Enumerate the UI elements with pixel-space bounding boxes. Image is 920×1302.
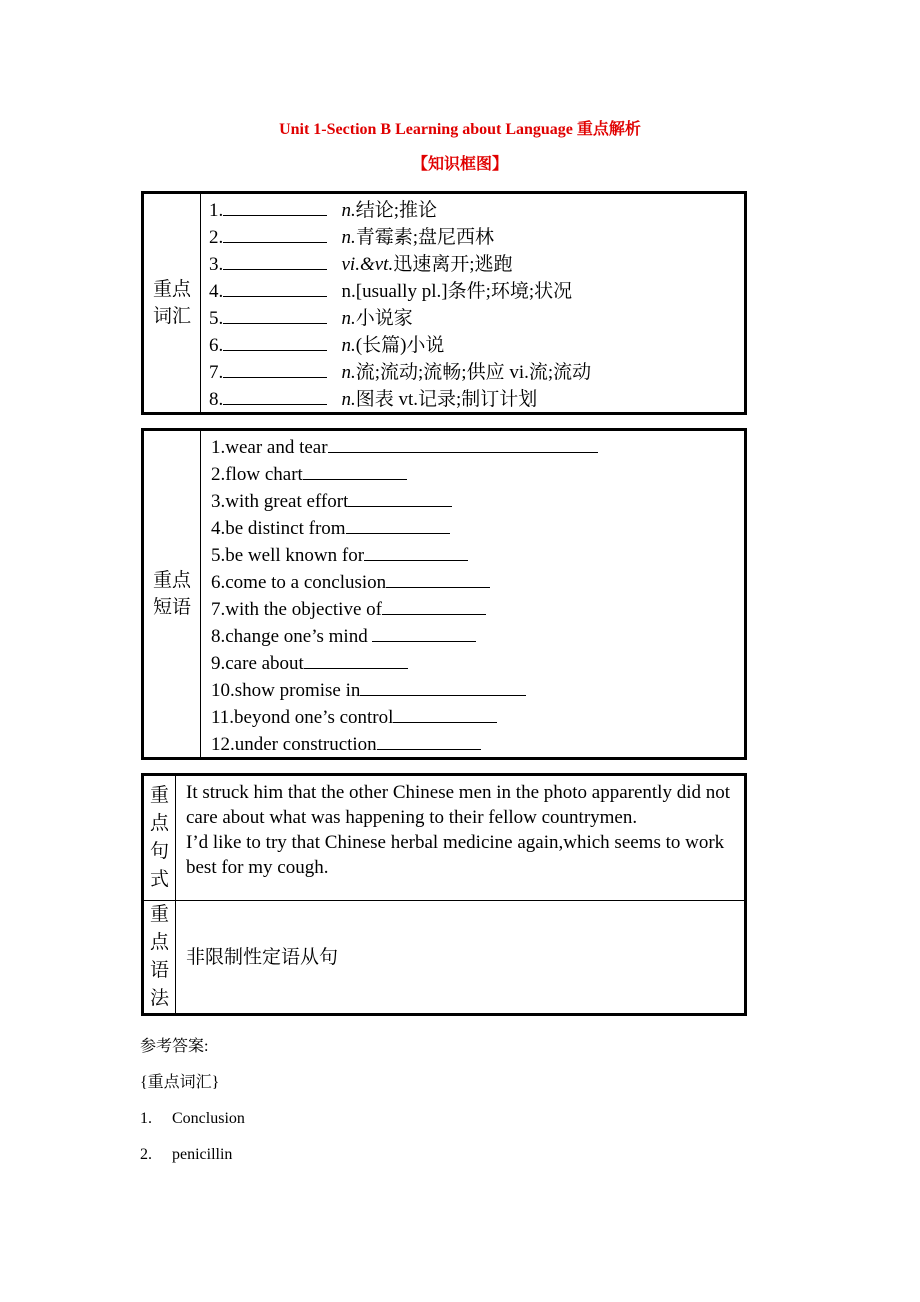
- phrase-text: 6.come to a conclusion: [211, 572, 387, 593]
- phrase-text: 4.be distinct from: [211, 518, 346, 539]
- phrase-line: [211, 595, 744, 622]
- answers-section: {重点词汇}: [140, 1074, 220, 1091]
- vocab-num: 5.: [209, 308, 224, 329]
- answer-blank[interactable]: [372, 622, 476, 642]
- part-of-speech: vi.&vt.: [341, 254, 394, 275]
- phrase-text: 3.with great effort: [211, 491, 349, 512]
- vocab-num: 8.: [209, 389, 224, 410]
- answer-blank[interactable]: [223, 250, 327, 270]
- part-of-speech: n.[usually pl.]: [341, 281, 448, 302]
- vocab-line: [209, 250, 744, 277]
- key-sentence: I’d like to try that Chinese herbal medicine again,which seems to work best for my cough.: [186, 832, 725, 878]
- answer-blank[interactable]: [348, 487, 452, 507]
- sentence-grammar-table: [141, 773, 747, 1016]
- vocab-num: 4.: [209, 281, 224, 302]
- answer-blank[interactable]: [223, 358, 327, 378]
- phrases-label-text: 重点短语: [152, 570, 191, 618]
- phrase-text: 11.beyond one’s control: [211, 707, 394, 728]
- vocab-line: [209, 304, 744, 331]
- answer-blank[interactable]: [223, 304, 327, 324]
- answer-blank[interactable]: [223, 223, 327, 243]
- phrases-table: [141, 428, 747, 760]
- grammar-label: [143, 901, 176, 1015]
- vocab-meaning: 迅速离开;逃跑: [393, 254, 513, 275]
- phrase-line: [211, 676, 744, 703]
- vocab-meaning: 青霉素;盘尼西林: [355, 227, 495, 248]
- vocab-label-text: 重点词汇: [152, 279, 191, 327]
- phrase-line: [211, 622, 744, 649]
- vocab-line: [209, 196, 744, 223]
- phrase-line: [211, 514, 744, 541]
- vocab-line: [209, 223, 744, 250]
- vocab-table: [141, 191, 747, 415]
- phrases-lines: [201, 430, 746, 759]
- answer-blank[interactable]: [377, 730, 481, 750]
- grammar-label-char: 语: [149, 960, 169, 981]
- phrase-text: 2.flow chart: [211, 464, 303, 485]
- part-of-speech: n.: [341, 362, 356, 383]
- answer-blank[interactable]: [223, 277, 327, 297]
- answers-heading: 参考答案:: [140, 1038, 209, 1055]
- vocab-num: 7.: [209, 362, 224, 383]
- phrase-line: [211, 433, 744, 460]
- phrase-line: [211, 649, 744, 676]
- answer-blank[interactable]: [382, 595, 486, 615]
- answer-blank[interactable]: [303, 460, 407, 480]
- phrase-text: 1.wear and tear: [211, 437, 328, 458]
- phrase-line: [211, 730, 744, 757]
- phrase-text: 7.with the objective of: [211, 599, 382, 620]
- phrase-text: 10.show promise in: [211, 680, 361, 701]
- vocab-lines: [201, 193, 746, 414]
- phrase-line: [211, 487, 744, 514]
- vocab-label: [143, 193, 201, 414]
- grammar-label-char: 点: [149, 932, 169, 953]
- answer-word: Conclusion: [172, 1110, 245, 1127]
- phrases-label: [143, 430, 201, 759]
- vocab-line: [209, 277, 744, 304]
- vocab-line: [209, 331, 744, 358]
- vocab-meaning: 小说家: [355, 308, 413, 329]
- vocab-meaning: (长篇)小说: [355, 335, 445, 356]
- answer-blank[interactable]: [223, 331, 327, 351]
- part-of-speech: n.: [341, 227, 356, 248]
- answer-blank[interactable]: [364, 541, 468, 561]
- answer-blank[interactable]: [386, 568, 490, 588]
- grammar-label-char: 法: [149, 988, 169, 1009]
- phrase-line: [211, 541, 744, 568]
- answer-blank[interactable]: [328, 433, 598, 453]
- answer-item: [140, 1108, 245, 1130]
- answer-num: 1.: [140, 1110, 152, 1127]
- vocab-meaning: 图表 vt.记录;制订计划: [355, 389, 538, 410]
- phrase-text: 8.change one’s mind: [211, 626, 373, 647]
- vocab-line: [209, 385, 744, 412]
- vocab-num: 2.: [209, 227, 224, 248]
- phrase-text: 9.care about: [211, 653, 304, 674]
- key-sentence: It struck him that the other Chinese men in the photo apparently did not care about what was happening to their fellow countrymen.: [186, 782, 731, 828]
- answer-blank[interactable]: [304, 649, 408, 669]
- vocab-meaning: 流;流动;流畅;供应 vi.流;流动: [355, 362, 592, 383]
- sentences-content: [176, 775, 746, 901]
- answer-blank[interactable]: [223, 196, 327, 216]
- part-of-speech: n.: [341, 200, 356, 221]
- answer-num: 2.: [140, 1146, 152, 1163]
- grammar-text: 非限制性定语从句: [186, 946, 339, 968]
- answer-item: [140, 1144, 232, 1166]
- phrase-text: 5.be well known for: [211, 545, 365, 566]
- grammar-label-char: 重: [149, 904, 169, 925]
- page-title: Unit 1-Section B Learning about Language 重点解析: [279, 121, 641, 138]
- sentences-label-char: 重: [149, 785, 169, 806]
- part-of-speech: n.: [341, 389, 356, 410]
- answer-blank[interactable]: [346, 514, 450, 534]
- phrase-text: 12.under construction: [211, 734, 377, 755]
- knowledge-diagram-heading: 【知识框图】: [411, 156, 508, 173]
- vocab-num: 1.: [209, 200, 224, 221]
- sentences-label: [143, 775, 176, 901]
- vocab-num: 3.: [209, 254, 224, 275]
- answer-blank[interactable]: [393, 703, 497, 723]
- answer-blank[interactable]: [360, 676, 526, 696]
- phrase-line: [211, 703, 744, 730]
- part-of-speech: n.: [341, 308, 356, 329]
- grammar-content: [176, 901, 746, 1015]
- phrase-line: [211, 568, 744, 595]
- vocab-meaning: 结论;推论: [355, 200, 438, 221]
- part-of-speech: n.: [341, 335, 356, 356]
- phrase-line: [211, 460, 744, 487]
- answer-blank[interactable]: [223, 385, 327, 405]
- sentences-label-char: 点: [149, 813, 169, 834]
- vocab-line: [209, 358, 744, 385]
- sentences-label-char: 式: [149, 869, 169, 890]
- answer-word: penicillin: [172, 1146, 233, 1163]
- vocab-num: 6.: [209, 335, 224, 356]
- vocab-meaning: 条件;环境;状况: [447, 281, 573, 302]
- sentences-label-char: 句: [149, 841, 169, 862]
